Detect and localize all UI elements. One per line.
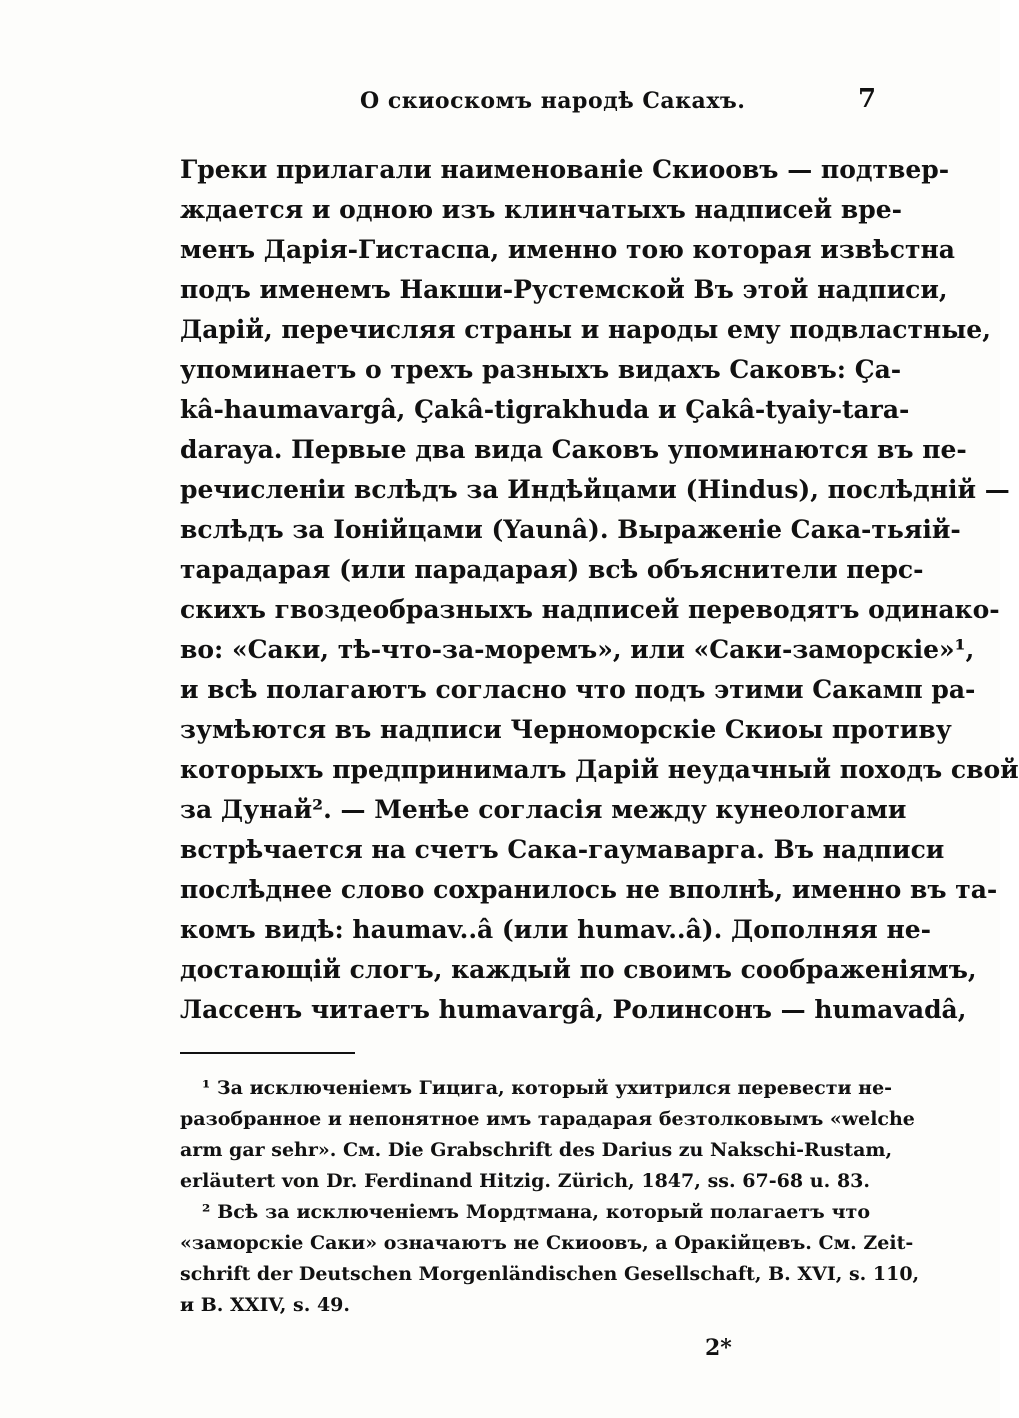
text-line: kâ-haumavargâ, Çakâ-tigrakhuda и Çakâ-tyaiy-tara- — [180, 395, 910, 424]
text-line: daraya. Первые два вида Саковъ упоминаются въ пе- — [180, 435, 967, 464]
footnote-line: и B. XXIV, s. 49. — [180, 1294, 350, 1316]
text-line: Греки прилагали наименованіе Скиоовъ — подтвер- — [180, 155, 950, 184]
footnote-line: schrift der Deutschen Morgenländischen Gesellschaft, B. XVI, s. 110, — [180, 1263, 920, 1285]
text-line: упоминаетъ о трехъ разныхъ видахъ Саковъ: Ça- — [180, 355, 902, 384]
footnotes — [180, 1073, 920, 1321]
text-line: за Дунай². — Менѣе согласія между кунеологами — [180, 795, 907, 824]
footnote-line: «заморскіе Саки» означаютъ не Скиоовъ, а Оракійцевъ. См. Zeit- — [180, 1232, 914, 1254]
footnote-line: разобранное и непонятное имъ тарадарая безтолковымъ «welche — [180, 1108, 915, 1130]
text-line: скихъ гвоздеобразныхъ надписей переводятъ одинако- — [180, 595, 1000, 624]
text-line: встрѣчается на счетъ Сака-гаумаварга. Въ надписи — [180, 835, 945, 864]
printer-signature-mark: 2* — [705, 1335, 732, 1361]
footnote-line: arm gar sehr». См. Die Grabschrift des Darius zu Nakschi-Rustam, — [180, 1139, 893, 1161]
text-line: тарадарая (или парадарая) всѣ объяснители перс- — [180, 555, 924, 584]
text-line: Дарій, перечисляя страны и народы ему подвластные, — [180, 315, 991, 344]
text-line: достающій слогъ, каждый по своимъ соображеніямъ, — [180, 955, 977, 984]
page-number: 7 — [858, 84, 877, 114]
text-line: комъ видѣ: haumav..â (или humav..â). Дополняя не- — [180, 915, 932, 944]
footnote-line: erläutert von Dr. Ferdinand Hitzig. Zürich, 1847, ss. 67-68 u. 83. — [180, 1170, 870, 1192]
text-line: речисленіи вслѣдъ за Индѣйцами (Hindus), послѣдній — — [180, 475, 1010, 504]
text-line: менъ Дарія-Гистаспа, именно тою которая извѣстна — [180, 235, 955, 264]
footnote-line: ¹ За исключеніемъ Гицига, который ухитрился перевести не- — [202, 1077, 893, 1099]
text-line: и всѣ полагаютъ согласно что подъ этими Сакамп ра- — [180, 675, 976, 704]
text-line: ждается и одною изъ клинчатыхъ надписей вре- — [180, 195, 903, 224]
main-text — [180, 150, 1019, 1030]
text-line: во: «Саки, тѣ-что-за-моремъ», или «Саки-заморскіе»¹, — [180, 635, 975, 664]
text-line: которыхъ предпринималъ Дарій неудачный походъ свой — [180, 755, 1019, 784]
footnote-divider — [180, 1052, 355, 1054]
text-line: подъ именемъ Накши-Рустемской Въ этой надписи, — [180, 275, 948, 304]
footnote-line: ² Всѣ за исключеніемъ Мордтмана, который полагаетъ что — [202, 1201, 870, 1223]
text-line: Лассенъ читаетъ humavargâ, Ролинсонъ — humavadâ, — [180, 995, 967, 1024]
running-head: О скиоскомъ народѣ Сакахъ. — [360, 88, 746, 114]
text-line: зумѣются въ надписи Черноморскіе Скиоы противу — [180, 715, 952, 744]
text-line: вслѣдъ за Іонійцами (Yaunâ). Выраженіе Сака-тьяій- — [180, 515, 961, 544]
text-line: послѣднее слово сохранилось не вполнѣ, именно въ та- — [180, 875, 998, 904]
